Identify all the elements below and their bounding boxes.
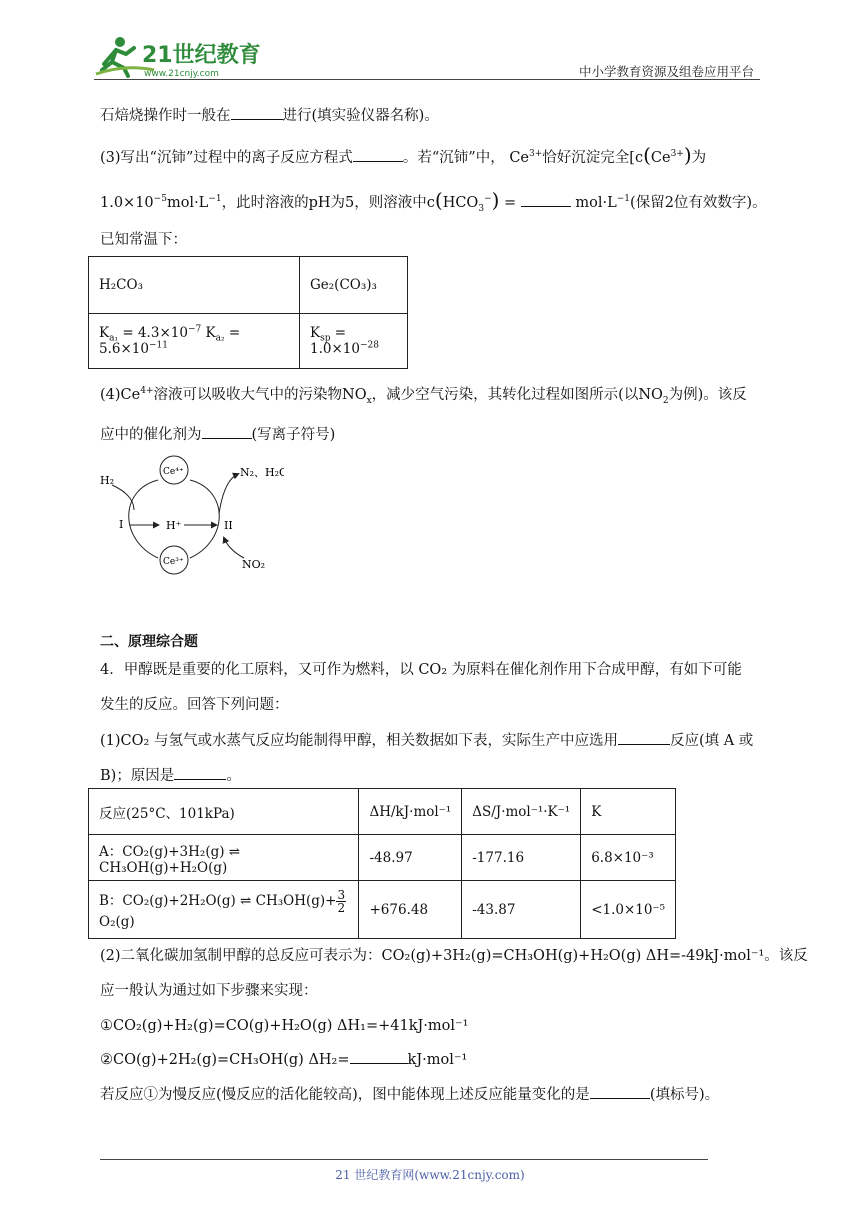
ce3-label: Ce³⁺ xyxy=(163,557,184,567)
section-title: 二、原理综合题 xyxy=(100,634,198,650)
q4-part2-step1: ①CO₂(g)+H₂(g)=CO(g)+H₂O(g) ΔH₁=+41kJ·mol⁻¹ xyxy=(100,1018,469,1034)
table-cell: <1.0×10⁻⁵ xyxy=(581,881,676,939)
table-header-cell: ΔH/kJ·mol⁻¹ xyxy=(359,789,462,835)
answer-blank xyxy=(618,730,670,745)
step-i-label: I xyxy=(119,518,124,531)
q4-part2-line5: 若反应①为慢反应(慢反应的活化能较高)，图中能体现上述反应能量变化的是 (填标号)。 xyxy=(100,1084,719,1105)
header-platform-name: 中小学教育资源及组卷应用平台 xyxy=(578,64,754,79)
q4-line1: $(4)Ce^{4+}$溶液可以吸收大气中的污染物$NO_x$，减少空气污染，其转化过程如图所示(以$NO_2$为例)。该反 xyxy=(100,386,747,406)
constants-table xyxy=(88,256,408,369)
reaction-data-table xyxy=(88,788,676,939)
q4-line2: 应中的催化剂为 (写离子符号) xyxy=(100,424,335,445)
table-cell: -48.97 xyxy=(359,835,462,881)
answer-blank xyxy=(350,1049,408,1064)
table-header-cell: K xyxy=(581,789,676,835)
header-divider xyxy=(94,79,760,80)
q3-line1: 石焙烧操作时一般在 进行(填实验仪器名称)。 xyxy=(100,105,439,126)
table-cell: -43.87 xyxy=(462,881,581,939)
q4-part2-step2: ②CO(g)+2H₂(g)=CH₃OH(g) ΔH₂= kJ·mol⁻¹ xyxy=(100,1049,467,1070)
table-header-cell: ΔS/J·mol⁻¹·K⁻¹ xyxy=(462,789,581,835)
table-cell: $K_{a_1} = 4.3\times 10^{-7}$ $K_{a_2} = 5.6\times 10^{-11}$ xyxy=(89,314,300,369)
table-header-row xyxy=(89,789,676,835)
logo-text: 21世纪教育 xyxy=(142,43,261,68)
q4-part2-line1: (2)二氧化碳加氢制甲醇的总反应可表示为：CO₂(g)+3H₂(g)=CH₃OH(g)+H₂O(g) ΔH=-49kJ·mol⁻¹。该反 xyxy=(100,948,808,964)
table-cell: Ge₂(CO₃)₃ xyxy=(300,257,408,314)
table-cell: 6.8×10⁻³ xyxy=(581,835,676,881)
logo-subtext: www.21cnjy.com xyxy=(144,69,219,79)
q4-part2-line2: 应一般认为通过如下步骤来实现： xyxy=(100,983,318,999)
table-cell: H₂CO₃ xyxy=(89,257,300,314)
answer-blank xyxy=(202,424,252,439)
table-row xyxy=(89,881,676,939)
q4-stem-line1: 4．甲醇既是重要的化工原料，又可作为燃料，以 CO₂ 为原料在催化剂作用下合成甲醇，有如下可能 xyxy=(100,662,742,678)
answer-blank xyxy=(521,192,571,207)
footer-divider xyxy=(100,1159,708,1160)
table-cell: $K_{sp} = 1.0\times 10^{-28}$ xyxy=(300,314,408,369)
q3-line3: $1.0\times 10^{-5}mol\cdot L^{-1}$，此时溶液的pH为5，则溶液中$c(HCO_3^-) = mol\cdot L^{-1}$(保留2位有效数字)。 xyxy=(100,188,767,214)
answer-blank xyxy=(353,147,403,162)
site-logo xyxy=(94,34,264,80)
answer-blank xyxy=(231,105,283,120)
q4-part1-line1: (1)CO₂ 与氢气或水蒸气反应均能制得甲醇，相关数据如下表，实际生产中应选用 反应(填 A 或 xyxy=(100,730,753,751)
hplus-label: H⁺ xyxy=(166,519,182,532)
ce4-label: Ce⁴⁺ xyxy=(163,467,184,477)
q3-line4: 已知常温下： xyxy=(100,232,187,248)
footer-text: 21 世纪教育网(www.21cnjy.com) xyxy=(335,1168,525,1182)
h2-label: H₂ xyxy=(100,474,115,487)
step-ii-label: II xyxy=(224,519,233,532)
table-header-cell: 反应(25°C、101kPa) xyxy=(89,789,359,835)
table-cell: +676.48 xyxy=(359,881,462,939)
no2-label: NO₂ xyxy=(242,558,266,571)
table-cell: -177.16 xyxy=(462,835,581,881)
answer-blank xyxy=(590,1084,650,1099)
answer-blank xyxy=(174,765,226,780)
q3-line2: (3)写出“沉铈”过程中的离子反应方程式 。若“沉铈”中， $Ce^{3+}$恰好沉淀完全[$c(Ce^{3+})$为 xyxy=(100,143,707,167)
products-label: N₂、H₂O xyxy=(240,466,284,479)
table-cell: A：CO₂(g)+3H₂(g) ⇌ CH₃OH(g)+H₂O(g) xyxy=(89,835,359,881)
table-cell: B：CO₂(g)+2H₂O(g) ⇌ CH₃OH(g)+ $\frac{3}{2}$ O₂(g) xyxy=(89,881,359,939)
q4-part1-line2: B)；原因是 。 xyxy=(100,765,241,786)
table-row xyxy=(89,835,676,881)
fraction: $\frac{3}{2}$ xyxy=(337,888,346,915)
q4-stem-line2: 发生的反应。回答下列问题： xyxy=(100,697,289,713)
ce-cycle-diagram xyxy=(94,450,284,582)
